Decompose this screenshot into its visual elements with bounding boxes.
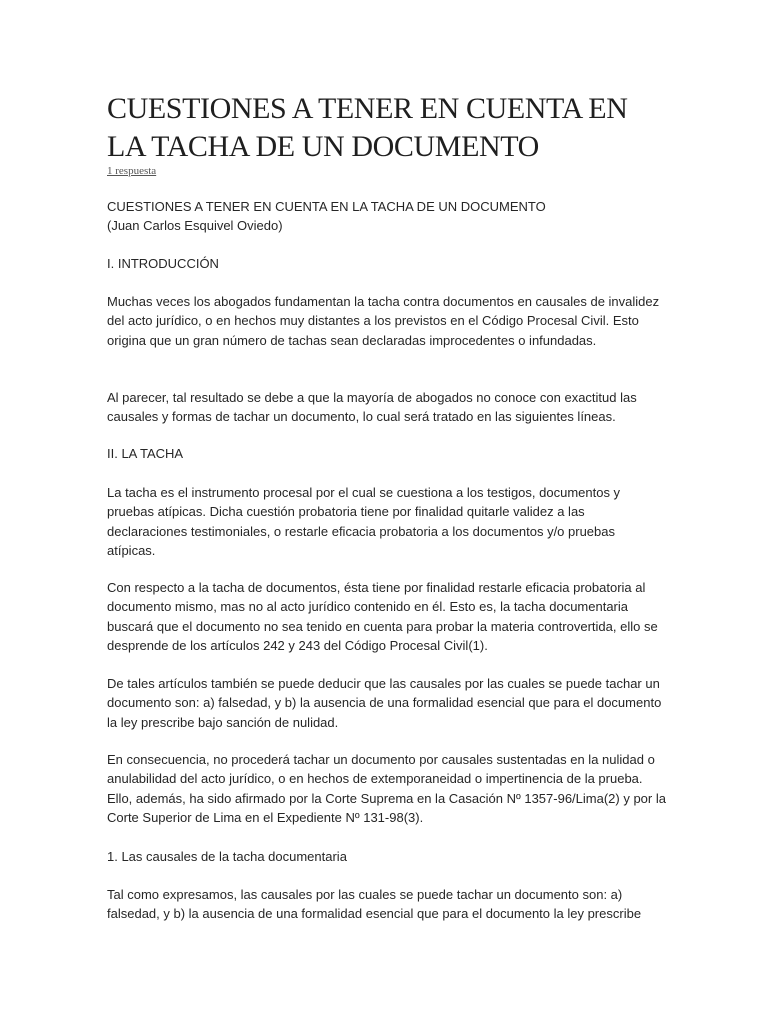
paragraph: La tacha es el instrumento procesal por el cual se cuestiona a los testigos, documentos y pruebas atípicas. Dicha cuestión probatoria tiene por finalidad quitarle validez a las declaraciones testimoniales, o restarle eficacia probatoria a los documentos y/o pruebas atípicas.: [107, 485, 621, 559]
paragraph: Con respecto a la tacha de documentos, ésta tiene por finalidad restarle eficacia probatoria al documento mismo, mas no al acto jurídico contenido en él. Esto es, la tacha documentaria buscará que el documento no sea tenido en cuenta para probar la materia controvertida, ello se desprende de los artículos 242 y 243 del Código Procesal Civil(1).: [107, 580, 658, 654]
paragraph: De tales artículos también se puede deducir que las causales por las cuales se puede tachar un documento son: a) falsedad, y b) la ausencia de una formalidad esencial que para el documento la ley prescribe bajo sanción de nulidad.: [107, 676, 662, 730]
section-heading-introduccion: I. INTRODUCCIÓN: [107, 256, 219, 271]
paragraph: Tal como expresamos, las causales por las cuales se puede tachar un documento son: a) falsedad, y b) la ausencia de una formalidad esencial que para el documento la ley prescribe: [107, 887, 642, 922]
document-heading-line: CUESTIONES A TENER EN CUENTA EN LA TACHA DE UN DOCUMENTO: [107, 199, 546, 214]
post-title: CUESTIONES A TENER EN CUENTA EN LA TACHA DE UN DOCUMENTO: [107, 92, 628, 163]
author-line: (Juan Carlos Esquivel Oviedo): [107, 218, 283, 233]
replies-link[interactable]: 1 respuesta: [107, 165, 157, 177]
paragraph: Al parecer, tal resultado se debe a que la mayoría de abogados no conoce con exactitud las causales y formas de tachar un documento, lo cual será tratado en las siguientes líneas.: [107, 390, 637, 425]
paragraph: Muchas veces los abogados fundamentan la tacha contra documentos en causales de invalidez del acto jurídico, o en hechos muy distantes a los previstos en el Código Procesal Civil. Esto origina que un gran número de tachas sean declaradas improcedentes o infundadas.: [107, 294, 660, 348]
paragraph: En consecuencia, no procederá tachar un documento por causales sustentadas en la nulidad o anulabilidad del acto jurídico, o en hechos de extemporaneidad o impertinencia de la prueba. Ello, además, ha sido afirmado por la Corte Suprema en la Casación Nº 1357-96/Lima(2) y por la Corte Superior de Lima en el Expediente Nº 131-98(3).: [107, 752, 666, 826]
subsection-heading-causales: 1. Las causales de la tacha documentaria: [107, 849, 347, 864]
section-heading-la-tacha: II. LA TACHA: [107, 446, 184, 461]
